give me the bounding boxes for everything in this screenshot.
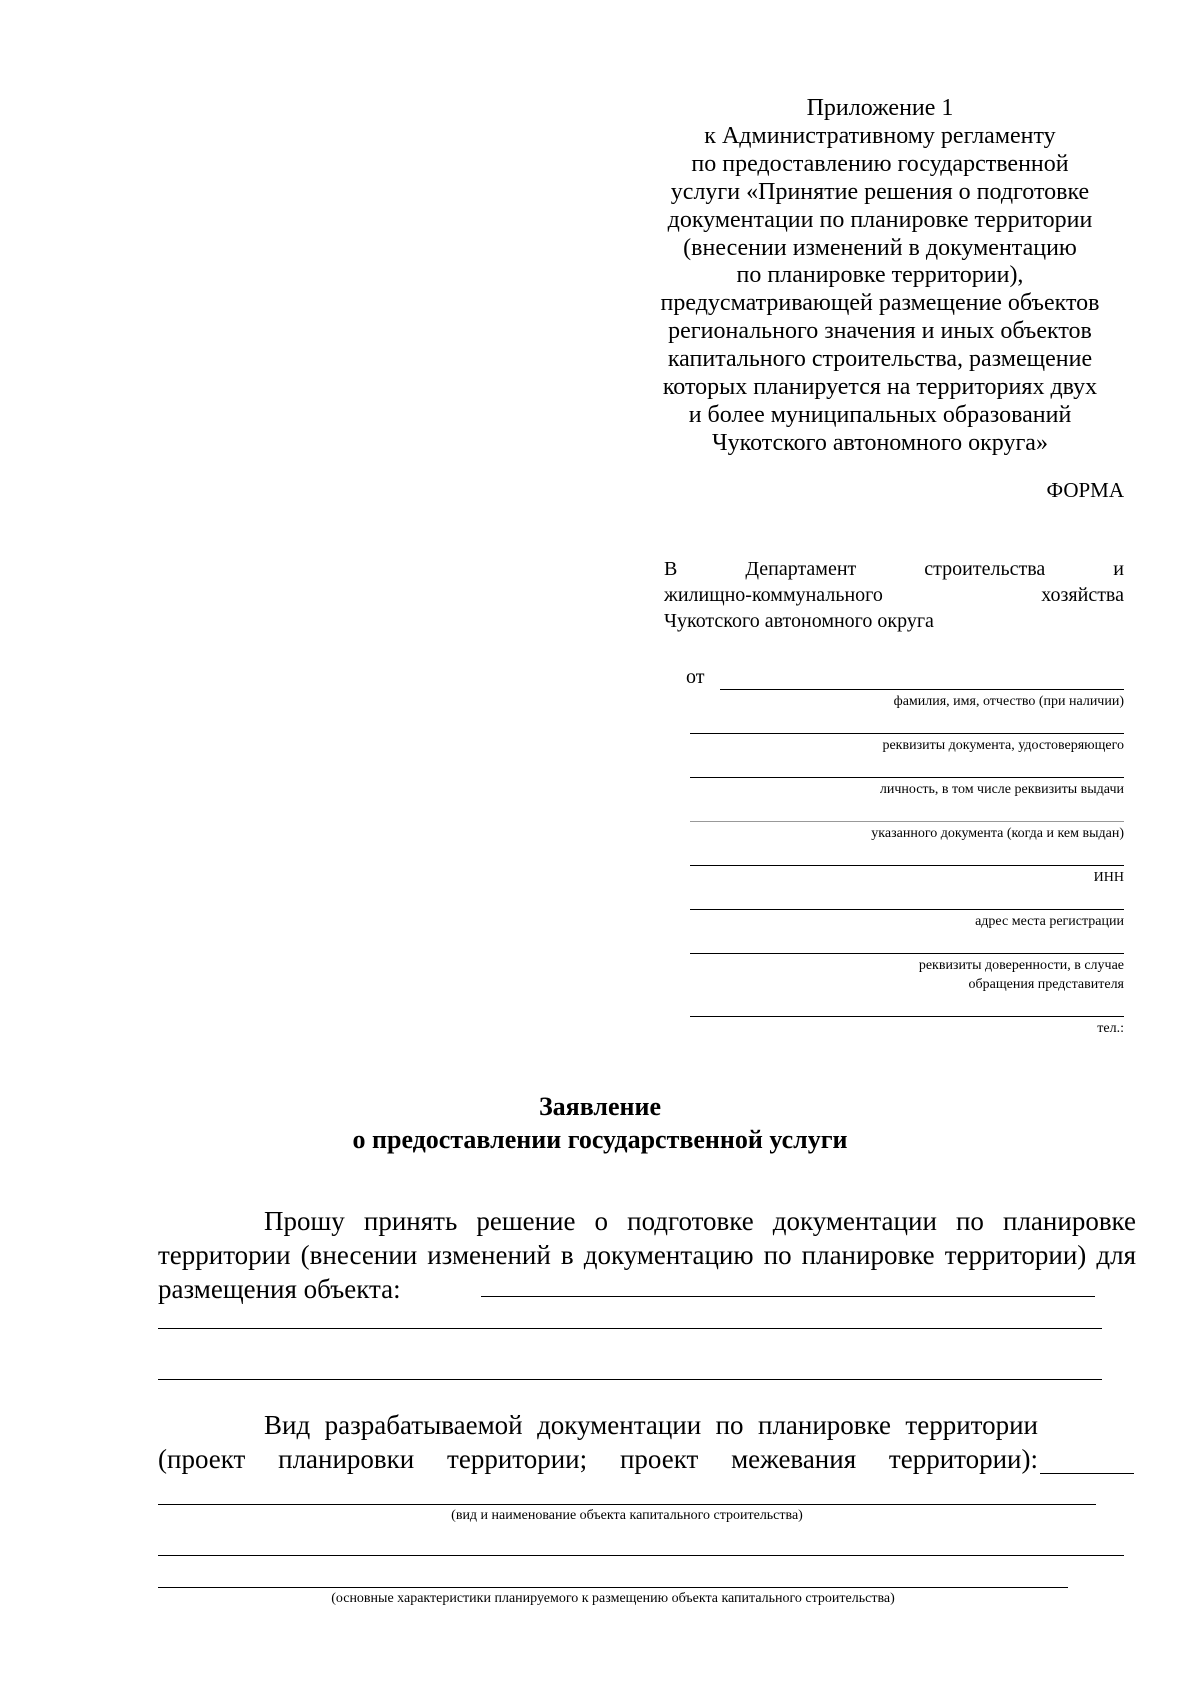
address-field-line[interactable]: [690, 909, 1124, 910]
document-caption: реквизиты документа, удостоверяющего: [882, 738, 1124, 753]
appendix-line: по предоставлению государственной: [691, 150, 1069, 177]
characteristics-field-line-2[interactable]: [158, 1587, 1068, 1588]
addressee-line: жилищно-коммунального хозяйства: [664, 584, 1124, 606]
page-title: [0, 1090, 1200, 1156]
appendix-line: документации по планировке территории: [667, 206, 1093, 233]
appendix-line: и более муниципальных образований: [688, 401, 1072, 428]
appendix-header: [630, 95, 1130, 458]
title-line: о предоставлении государственной услуги: [352, 1125, 848, 1154]
address-caption: адрес места регистрации: [975, 914, 1124, 929]
addressee-line: Чукотского автономного округа: [664, 610, 934, 632]
addressee-line: В Департамент строительства и: [664, 558, 1124, 580]
name-field-line[interactable]: [720, 689, 1124, 690]
object-field-line-3[interactable]: [158, 1379, 1102, 1380]
request-text: Прошу принять решение о подготовке документации по планировке территории (внесении изменений в документацию по планировке территории) для размещения объекта:: [158, 1206, 1136, 1304]
issue-field-line[interactable]: [690, 821, 1124, 822]
inn-field-line[interactable]: [690, 865, 1124, 866]
document-field-line[interactable]: [690, 733, 1124, 734]
inn-caption: ИНН: [1093, 870, 1124, 885]
appendix-line: которых планируется на территориях двух: [662, 374, 1098, 401]
form-label: ФОРМА: [1046, 478, 1124, 502]
phone-field-line[interactable]: [690, 1016, 1124, 1017]
appendix-line: (внесении изменений в документацию: [683, 234, 1077, 261]
object-name-field-line[interactable]: [158, 1504, 1096, 1505]
issue-caption: указанного документа (когда и кем выдан): [871, 826, 1124, 841]
documentation-type-field[interactable]: [1040, 1473, 1134, 1474]
characteristics-field-line-1[interactable]: [158, 1555, 1124, 1556]
object-name-caption: (вид и наименование объекта капитального строительства): [451, 1508, 803, 1523]
appendix-line: предусматривающей размещение объектов: [660, 290, 1100, 317]
object-field-line-1[interactable]: [481, 1296, 1095, 1297]
appendix-line: капитального строительства, размещение: [667, 346, 1093, 373]
power-of-attorney-field-line[interactable]: [690, 953, 1124, 954]
documentation-text: Вид разрабатываемой документации по планировке территории (проект планировки территории; проект межевания территории):: [158, 1410, 1038, 1474]
addressee-block: [664, 556, 1124, 634]
identity-field-line[interactable]: [690, 777, 1124, 778]
appendix-line: по планировке территории),: [736, 262, 1024, 289]
appendix-line: Приложение 1: [806, 95, 954, 121]
characteristics-caption: (основные характеристики планируемого к размещению объекта капитального строительства): [331, 1591, 895, 1606]
representative-caption: обращения представителя: [968, 977, 1124, 992]
appendix-line: услуги «Принятие решения о подготовке: [670, 178, 1090, 205]
appendix-line: Чукотского автономного округа»: [712, 429, 1048, 456]
appendix-line: к Административному регламенту: [704, 122, 1056, 149]
appendix-line: регионального значения и иных объектов: [668, 318, 1092, 345]
identity-caption: личность, в том числе реквизиты выдачи: [879, 782, 1124, 797]
from-label: от: [686, 666, 705, 688]
title-line: Заявление: [538, 1092, 662, 1121]
name-caption: фамилия, имя, отчество (при наличии): [893, 694, 1124, 709]
documentation-paragraph: [158, 1408, 1038, 1476]
phone-caption: тел.:: [1097, 1021, 1124, 1036]
object-field-line-2[interactable]: [158, 1328, 1102, 1329]
power-of-attorney-caption: реквизиты доверенности, в случае: [918, 958, 1124, 973]
request-paragraph: [158, 1204, 1136, 1306]
